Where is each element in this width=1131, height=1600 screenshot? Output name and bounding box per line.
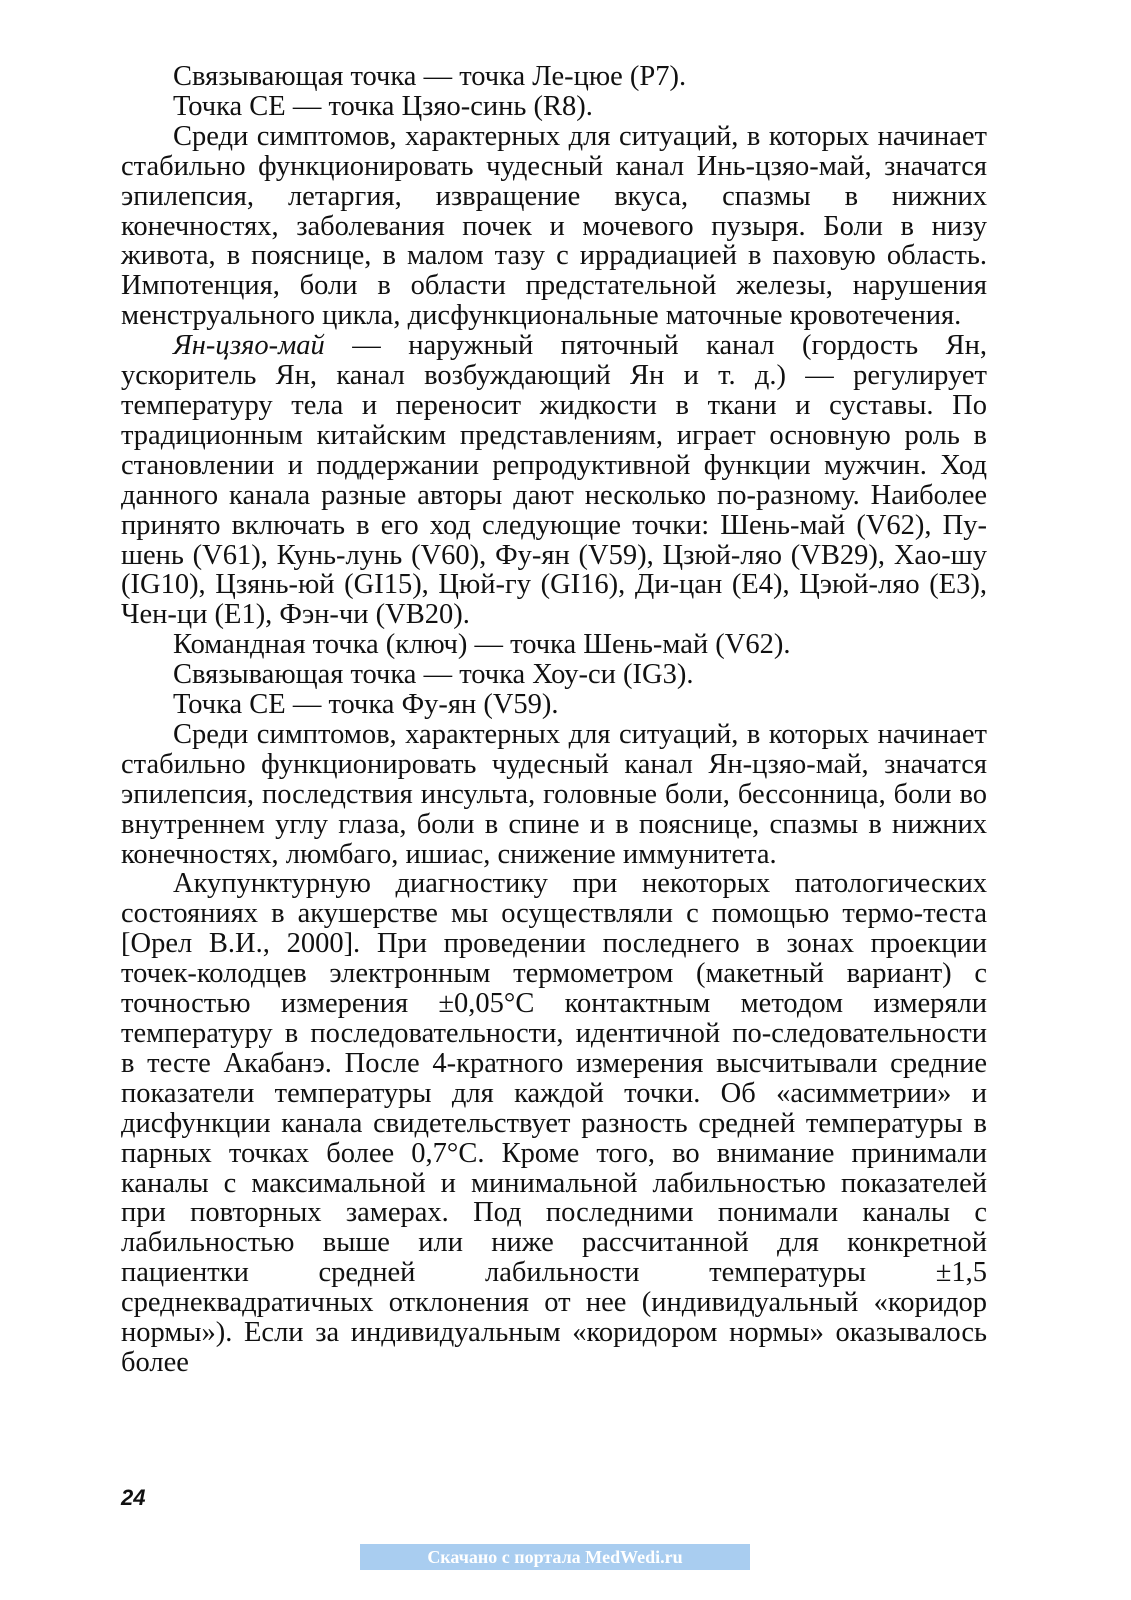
paragraph-text: — наружный пяточный канал (гордость Ян, ускоритель Ян, канал возбуждающий Ян и т. д.) — регулирует температуру тела и переносит жидкости в ткани и суставы. По традиционным китайским представлениям, играет основную роль в становлении и поддержании репродуктивной функции мужчин. Ход данного канала разные авторы дают несколько по-разному. Наиболее принято включать в его ход следующие точки: Шень-май (V62), Пу-шень (V61), Кунь-лунь (V60), Фу-ян (V59), Цзюй-ляо (VB29), Хао-шу (IG10), Цзянь-юй (GI15), Цюй-гу (GI16), Ди-цан (E4), Цэюй-ляо (E3), Чен-ци (E1), Фэн-чи (VB20). bbox=[121, 330, 987, 631]
page-number: 24 bbox=[121, 1485, 146, 1510]
paragraph: Точка CE — точка Фу-ян (V59). bbox=[173, 689, 559, 721]
page-body bbox=[121, 62, 987, 1378]
paragraph bbox=[121, 331, 987, 630]
paragraph: Точка CE — точка Цзяо-синь (R8). bbox=[173, 90, 593, 122]
italic-term: Ян-цзяо-май bbox=[173, 330, 325, 362]
watermark-banner: Скачано с портала MedWedi.ru bbox=[360, 1544, 750, 1570]
paragraph: Связывающая точка — точка Хоу-си (IG3). bbox=[173, 659, 694, 691]
paragraph: Акупунктурную диагностику при некоторых патологических состояниях в акушерстве мы осуществляли с помощью термо-теста [Орел В.И., 2000]. При проведении последнего в зонах проекции точек-колодцев электронным термометром (макетный вариант) с точностью измерения ±0,05°С контактным методом измеряли температуру в последовательности, идентичной по-следовательности в тесте Акабанэ. После 4-кратного измерения высчитывали средние показатели температуры для каждой точки. Об «асимметрии» и дисфункции канала свидетельствует разность средней температуры в парных точках более 0,7°С. Кроме того, во внимание принимали каналы с максимальной и минимальной лабильностью показателей при повторных замерах. Под последними понимали каналы с лабильностью выше или ниже рассчитанной для конкретной пациентки средней лабильности температуры ±1,5 среднеквадратичных отклонения от нее (индивидуальный «коридор нормы»). Если за индивидуальным «коридором нормы» оказывалось более bbox=[121, 868, 987, 1378]
paragraph: Командная точка (ключ) — точка Шень-май (V62). bbox=[173, 629, 791, 661]
paragraph: Связывающая точка — точка Ле-цюе (Р7). bbox=[173, 61, 687, 92]
paragraph: Среди симптомов, характерных для ситуаций, в которых начинает стабильно функционировать чудесный канал Инь-цзяо-май, значатся эпилепсия, летаргия, извращение вкуса, спазмы в нижних конечностях, заболевания почек и мочевого пузыря. Боли в низу живота, в пояснице, в малом тазу с иррадиацией в паховую область. Импотенция, боли в области предстательной железы, нарушения менструального цикла, дисфункциональные маточные кровотечения. bbox=[121, 120, 987, 332]
paragraph: Среди симптомов, характерных для ситуаций, в которых начинает стабильно функционировать чудесный канал Ян-цзяо-май, значатся эпилепсия, последствия инсульта, головные боли, бессонница, боли во внутреннем углу глаза, боли в спине и в пояснице, спазмы в нижних конечностях, люмбаго, ишиас, снижение иммунитета. bbox=[121, 718, 987, 870]
